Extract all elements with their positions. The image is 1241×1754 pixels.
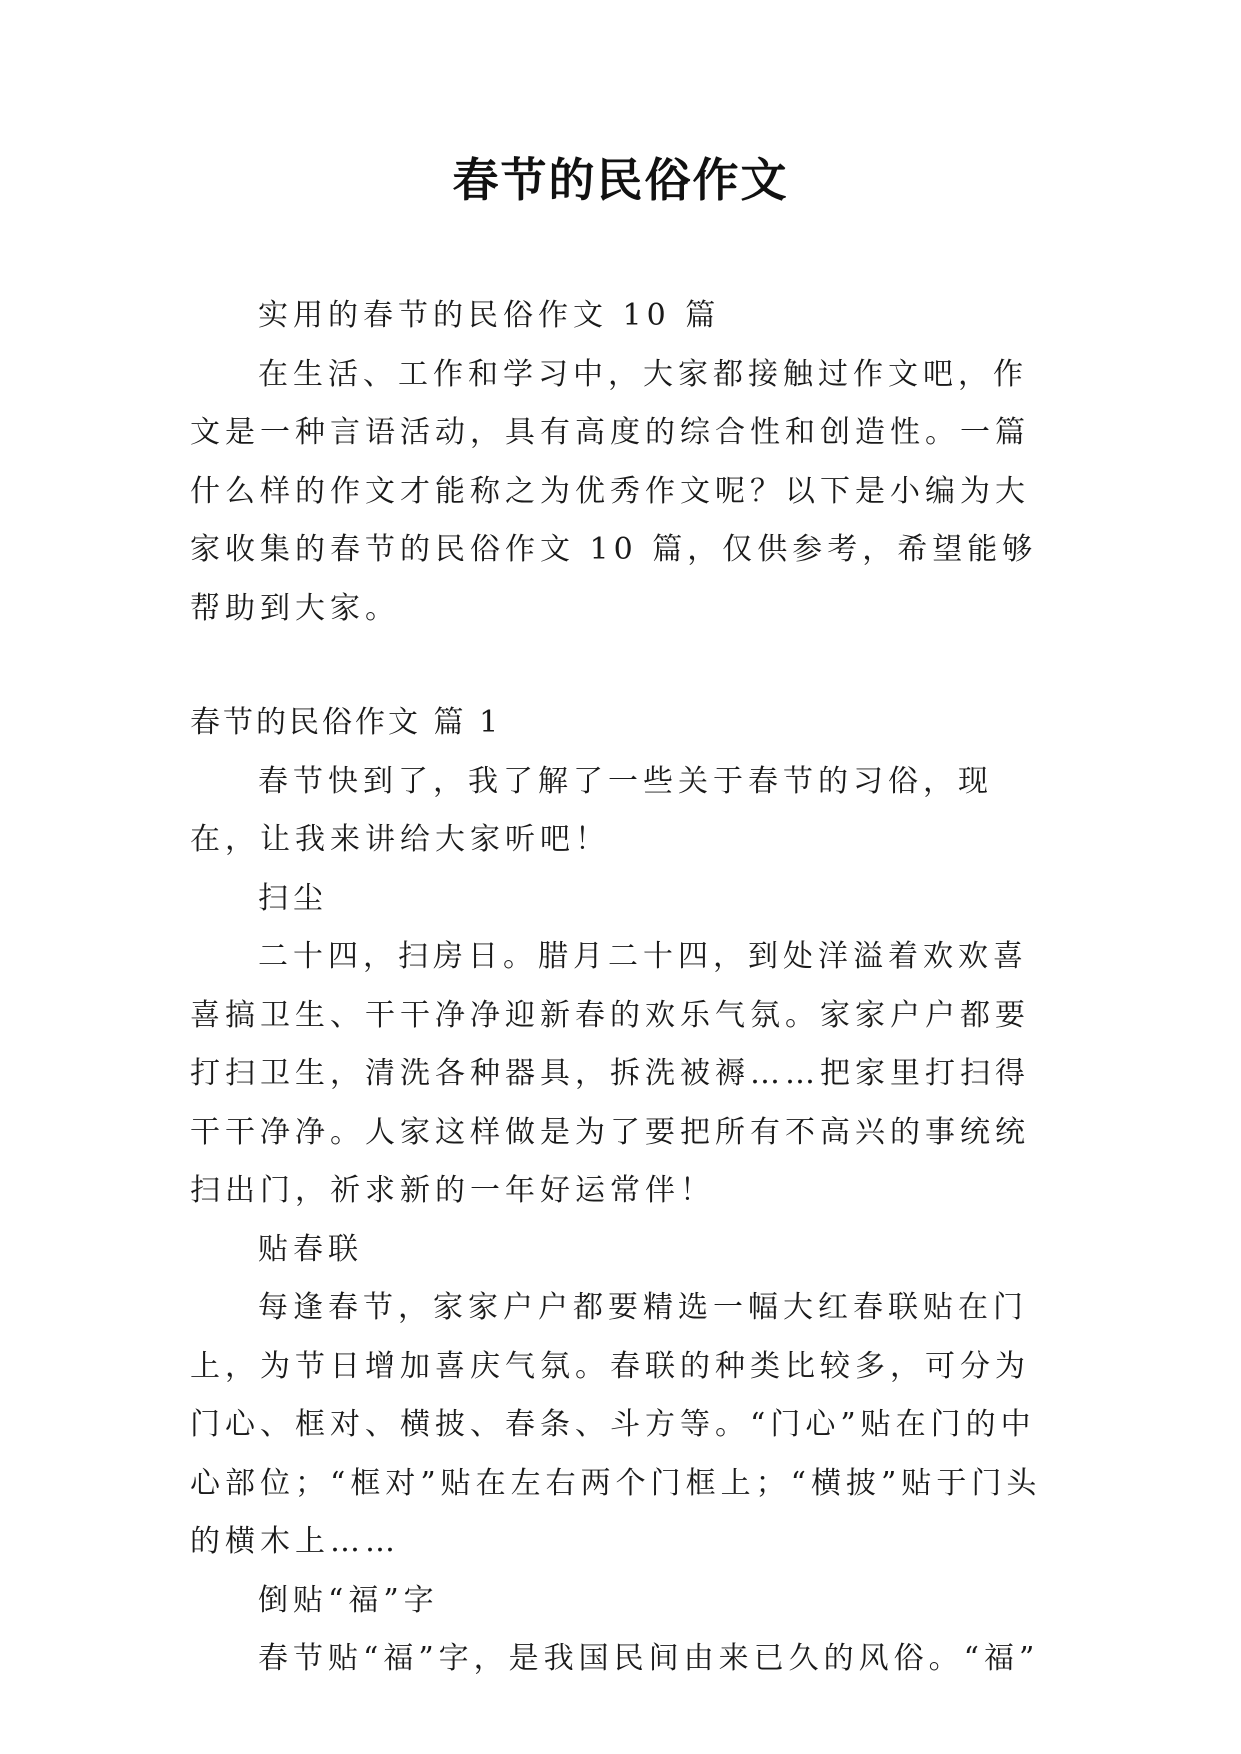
intro-subtitle: 实用的春节的民俗作文 10 篇 xyxy=(258,298,721,333)
section-title-couplets: 贴春联 xyxy=(258,1231,363,1267)
document-body xyxy=(190,287,1062,1689)
document-title: 春节的民俗作文 xyxy=(452,153,789,207)
section-text-fu-character: 春节贴“福”字，是我国民间由来已久的风俗。“福” xyxy=(258,1641,1040,1676)
paragraph-gap xyxy=(190,638,1062,694)
section-text-couplets: 每逢春节，家家户户都要精选一幅大红春联贴在门上，为节日增加喜庆气氛。春联的种类比较多，可分为门心、框对、横披、春条、斗方等。“门心”贴在门的中心部位；“框对”贴在左右两个门框上；“横披”贴于门头的横木上…… xyxy=(190,1290,1042,1559)
section-title-fu-character: 倒贴“福”字 xyxy=(258,1582,439,1618)
article-heading: 春节的民俗作文 篇 1 xyxy=(190,705,502,740)
section-title-sweeping: 扫尘 xyxy=(258,880,328,916)
intro-paragraph: 在生活、工作和学习中，大家都接触过作文吧，作文是一种言语活动，具有高度的综合性和创造性。一篇什么样的作文才能称之为优秀作文呢？以下是小编为大家收集的春节的民俗作文 10 篇，仅供参考，希望能够帮助到大家。 xyxy=(190,356,1038,626)
article-opening: 春节快到了，我了解了一些关于春节的习俗，现在，让我来讲给大家听吧！ xyxy=(190,763,993,857)
section-text-sweeping: 二十四，扫房日。腊月二十四，到处洋溢着欢欢喜喜搞卫生、干干净净迎新春的欢乐气氛。家家户户都要打扫卫生，清洗各种器具，拆洗被褥……把家里打扫得干干净净。人家这样做是为了要把所有不高兴的事统统扫出门，祈求新的一年好运常伴！ xyxy=(190,939,1030,1208)
